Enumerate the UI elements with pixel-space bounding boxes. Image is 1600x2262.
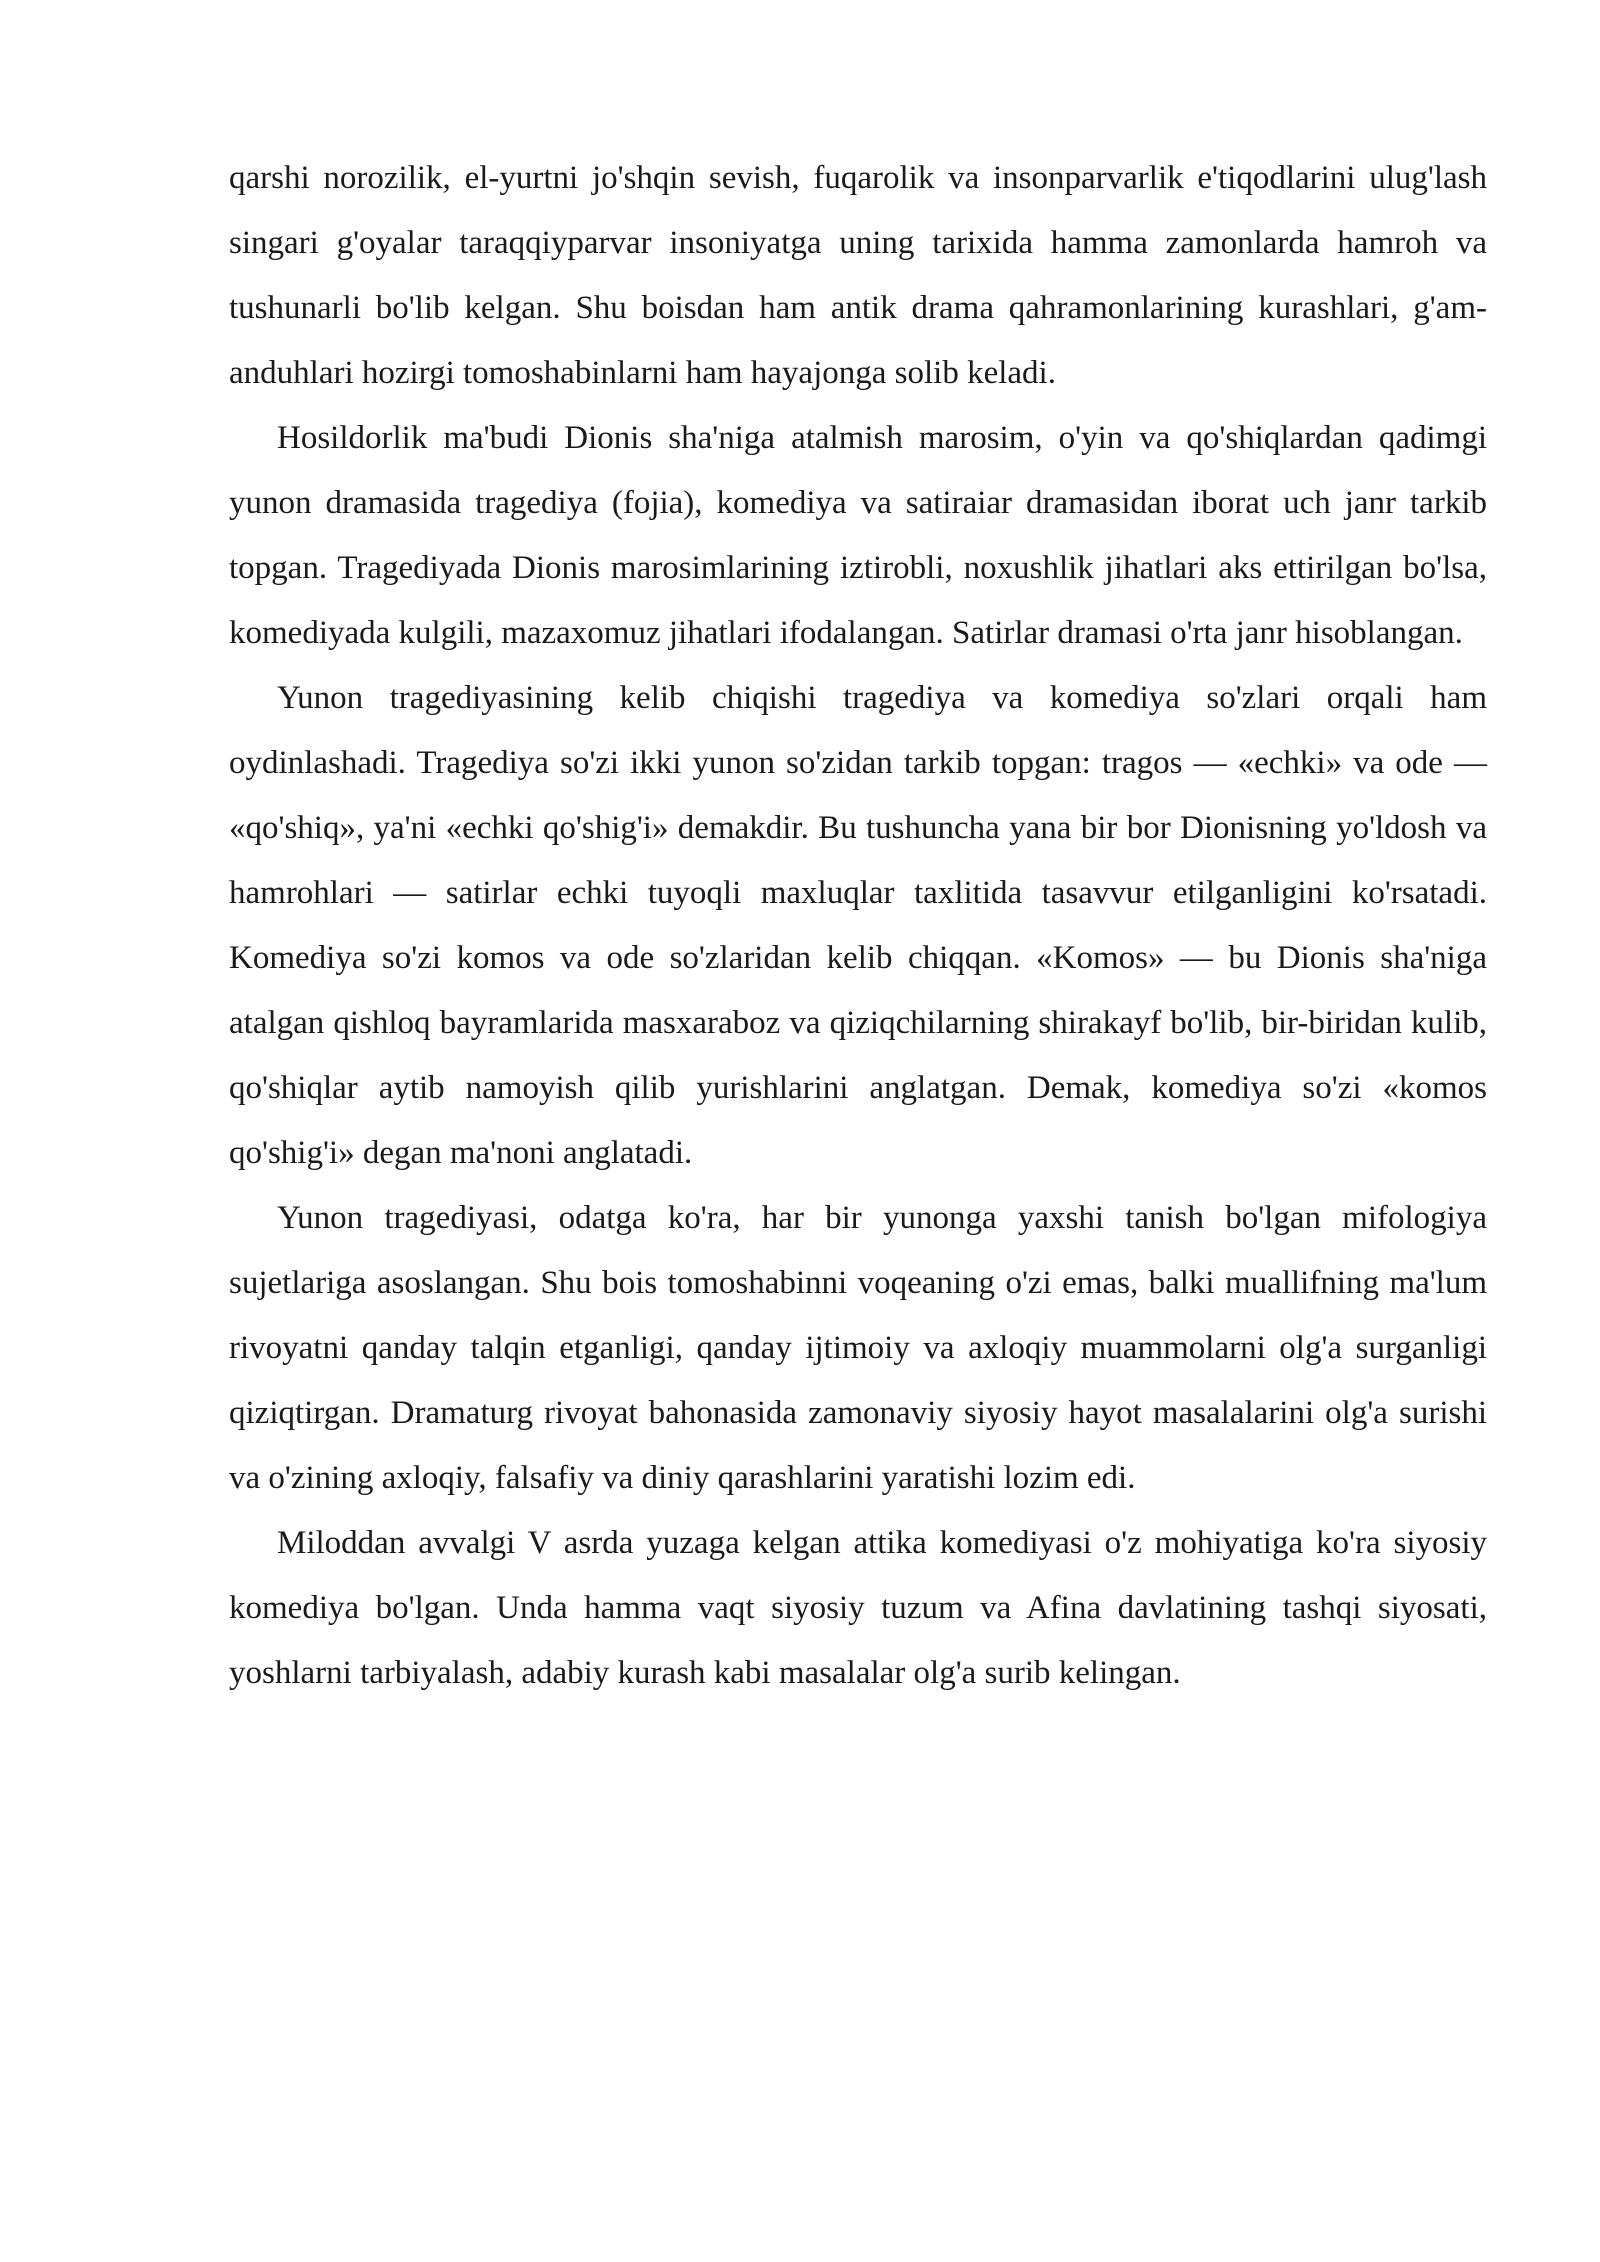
paragraph-continuation: qarshi norozilik, el-yurtni jo'shqin sevish, fuqarolik va insonparvarlik e'tiqodlarini ulug'lash singari g'oyalar taraqqiyparvar insoniyatga uning tarixida hamma zamonlarda hamroh va tushunarli bo'lib kelgan. Shu boisdan ham antik drama qahramonlarining kurashlari, g'am-anduhlari hozirgi tomoshabinlarni ham hayajonga solib keladi. — [229, 160, 1487, 391]
body-text — [229, 146, 1487, 1706]
paragraph-attic-comedy: Miloddan avvalgi V asrda yuzaga kelgan attika komediyasi o'z mohiyatiga ko'ra siyosiy komediya bo'lgan. Unda hamma vaqt siyosiy tuzum va Afina davlatining tashqi siyosati, yoshlarni tarbiyalash, adabiy kurash kabi masalalar olg'a surib kelingan. — [229, 1525, 1487, 1691]
paragraph-tragedy-mythology: Yunon tragediyasi, odatga ko'ra, har bir yunonga yaxshi tanish bo'lgan mifologiya sujetlariga asoslangan. Shu bois tomoshabinni voqeaning o'zi emas, balki muallifning ma'lum rivoyatni qanday talqin etganligi, qanday ijtimoiy va axloqiy muammolarni olg'a surganligi qiziqtirgan. Dramaturg rivoyat bahonasida zamonaviy siyosiy hayot masalalarini olg'a surishi va o'zining axloqiy, falsafiy va diniy qarashlarini yaratishi lozim edi. — [229, 1200, 1487, 1496]
paragraph-tragedy-origin: Yunon tragediyasining kelib chiqishi tragediya va komediya so'zlari orqali ham oydinlashadi. Tragediya so'zi ikki yunon so'zidan tarkib topgan: tragos — «echki» va ode — «qo'shiq», ya'ni «echki qo'shig'i» demakdir. Bu tushuncha yana bir bor Dionisning yo'ldosh va hamrohlari — satirlar echki tuyoqli maxluqlar taxlitida tasavvur etilganligini ko'rsatadi. Komediya so'zi komos va ode so'zlaridan kelib chiqqan. «Komos» — bu Dionis sha'niga atalgan qishloq bayramlarida masxaraboz va qiziqchilarning shirakayf bo'lib, bir-biridan kulib, qo'shiqlar aytib namoyish qilib yurishlarini anglatgan. Demak, komediya so'zi «komos qo'shig'i» degan ma'noni anglatadi. — [229, 680, 1487, 1171]
paragraph-dionis-genres: Hosildorlik ma'budi Dionis sha'niga atalmish marosim, o'yin va qo'shiqlardan qadimgi yunon dramasida tragediya (fojia), komediya va satiraiar dramasidan iborat uch janr tarkib topgan. Tragediyada Dionis marosimlarining iztirobli, noxushlik jihatlari aks ettirilgan bo'lsa, komediyada kulgili, mazaxomuz jihatlari ifodalangan. Satirlar dramasi o'rta janr hisoblangan. — [229, 420, 1487, 651]
